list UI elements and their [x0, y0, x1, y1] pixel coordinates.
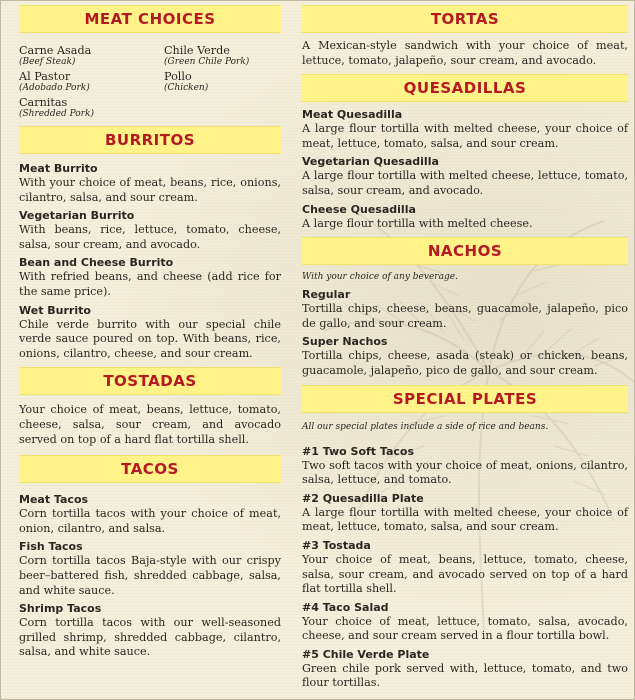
special-plates-note: All our special plates include a side of rice and beans. [302, 421, 549, 432]
item-title: Wet Burrito [19, 303, 91, 317]
item-description: Green chile pork served with, lettuce, tomato, and two flour tortillas. [302, 661, 628, 690]
left-column [19, 1, 281, 664]
menu-item [302, 601, 628, 644]
tortas-description: A Mexican-style sandwich with your choice of meat, lettuce, tomato, jalapeño, sour cream, and avocado. [302, 39, 628, 67]
menu-item [19, 209, 281, 252]
menu-item [19, 256, 281, 299]
menu-item [302, 108, 628, 151]
item-title: #2 Quesadilla Plate [302, 491, 424, 505]
item-description: Corn tortilla tacos with your choice of meat, onion, cilantro, and salsa. [19, 507, 281, 535]
menu-item [302, 288, 628, 331]
menu-item [19, 304, 281, 362]
special-plates-header: SPECIAL PLATES [302, 385, 628, 413]
meat-name: Pollo [164, 70, 192, 83]
meat-choice [164, 70, 281, 94]
meat-name: Al Pastor [19, 70, 71, 83]
item-title: Shrimp Tacos [19, 602, 102, 616]
meat-choices-header: MEAT CHOICES [19, 5, 281, 33]
item-description: A large flour tortilla with melted cheese, your choice of meat, lettuce, tomato, salsa, and sour cream. [302, 505, 628, 534]
burritos-header: BURRITOS [19, 126, 281, 154]
meat-choice [19, 44, 164, 68]
menu-item [19, 540, 281, 598]
item-description: Your choice of meat, lettuce, tomato, salsa, avocado, cheese, and sour cream served in a flour tortilla bowl. [302, 614, 628, 643]
menu-item [302, 335, 628, 378]
meat-subtitle: (Green Chile Pork) [164, 57, 250, 67]
item-description: Corn tortilla tacos with our well-seasoned grilled shrimp, shredded cabbage, cilantro, salsa, and white sauce. [19, 616, 281, 659]
item-title: Meat Burrito [19, 162, 98, 175]
tortas-header: TORTAS [302, 5, 628, 33]
item-description: A large flour tortilla with melted cheese, lettuce, tomato, salsa, sour cream, and avocado. [302, 169, 628, 197]
meat-choice [19, 96, 164, 120]
meat-name: Carnitas [19, 96, 68, 109]
menu-item [302, 155, 628, 198]
item-description: Chile verde burrito with our special chile verde sauce poured on top. With beans, rice, onions, cilantro, cheese, and sour cream. [19, 317, 281, 360]
item-title: #1 Two Soft Tacos [302, 444, 415, 458]
item-title: Vegetarian Quesadilla [302, 155, 439, 169]
menu-item [302, 648, 628, 691]
item-description: Your choice of meat, beans, lettuce, tomato, cheese, salsa, sour cream, and avocado served on top of a hard flat tortilla shell. [302, 552, 628, 596]
item-title: Regular [302, 288, 351, 302]
item-title: #5 Chile Verde Plate [302, 647, 430, 661]
meat-choice [19, 70, 164, 94]
item-title: Vegetarian Burrito [19, 209, 135, 223]
item-description: Two soft tacos with your choice of meat, onions, cilantro, salsa, lettuce, and tomato. [302, 458, 628, 487]
item-description: Tortilla chips, cheese, asada (steak) or chicken, beans, guacamole, jalapeño, pico de gallo, and sour cream. [302, 349, 628, 377]
menu-item [302, 492, 628, 535]
tostadas-description: Your choice of meat, beans, lettuce, tomato, cheese, salsa, sour cream, and avocado served on top of a hard flat tortilla shell. [19, 403, 281, 446]
meat-subtitle: (Shredded Pork) [19, 109, 94, 119]
tacos-header: TACOS [19, 455, 281, 483]
menu-item [19, 602, 281, 660]
nachos-note: With your choice of any beverage. [302, 272, 458, 283]
item-description: With your choice of meat, beans, rice, onions, cilantro, salsa, and sour cream. [19, 176, 281, 204]
item-description: Tortilla chips, cheese, beans, guacamole, jalapeño, pico de gallo, and sour cream. [302, 302, 628, 330]
meat-name: Carne Asada [19, 44, 92, 57]
item-title: Meat Quesadilla [302, 108, 403, 122]
item-description: A large flour tortilla with melted cheese, your choice of meat, lettuce, tomato, salsa, and sour cream. [302, 122, 628, 150]
tostadas-header: TOSTADAS [19, 367, 281, 395]
meat-name: Chile Verde [164, 44, 230, 57]
item-title: Cheese Quesadilla [302, 202, 416, 216]
menu-item [302, 539, 628, 597]
item-description: Corn tortilla tacos Baja-style with our crispy beer–battered fish, shredded cabbage, salsa, and white sauce. [19, 554, 281, 597]
menu-item [19, 493, 281, 536]
meat-choices-list [19, 44, 281, 120]
item-description: With refried beans, and cheese (add rice for the same price). [19, 270, 281, 298]
item-title: #3 Tostada [302, 538, 371, 552]
item-title: #4 Taco Salad [302, 600, 389, 614]
right-column [302, 1, 628, 695]
item-title: Super Nachos [302, 335, 388, 349]
menu-item [302, 445, 628, 488]
meat-subtitle: (Adobado Pork) [19, 83, 90, 93]
meat-subtitle: (Chicken) [164, 83, 209, 93]
item-title: Meat Tacos [19, 493, 89, 507]
item-title: Fish Tacos [19, 540, 83, 554]
menu-item [19, 162, 281, 205]
menu-item [302, 203, 628, 232]
nachos-header: NACHOS [302, 237, 628, 265]
item-description: A large flour tortilla with melted cheese. [302, 216, 533, 230]
item-description: With beans, rice, lettuce, tomato, cheese, salsa, sour cream, and avocado. [19, 223, 281, 251]
meat-subtitle: (Beef Steak) [19, 57, 76, 67]
meat-choice [164, 44, 281, 68]
item-title: Bean and Cheese Burrito [19, 256, 174, 270]
quesadillas-header: QUESADILLAS [302, 74, 628, 102]
